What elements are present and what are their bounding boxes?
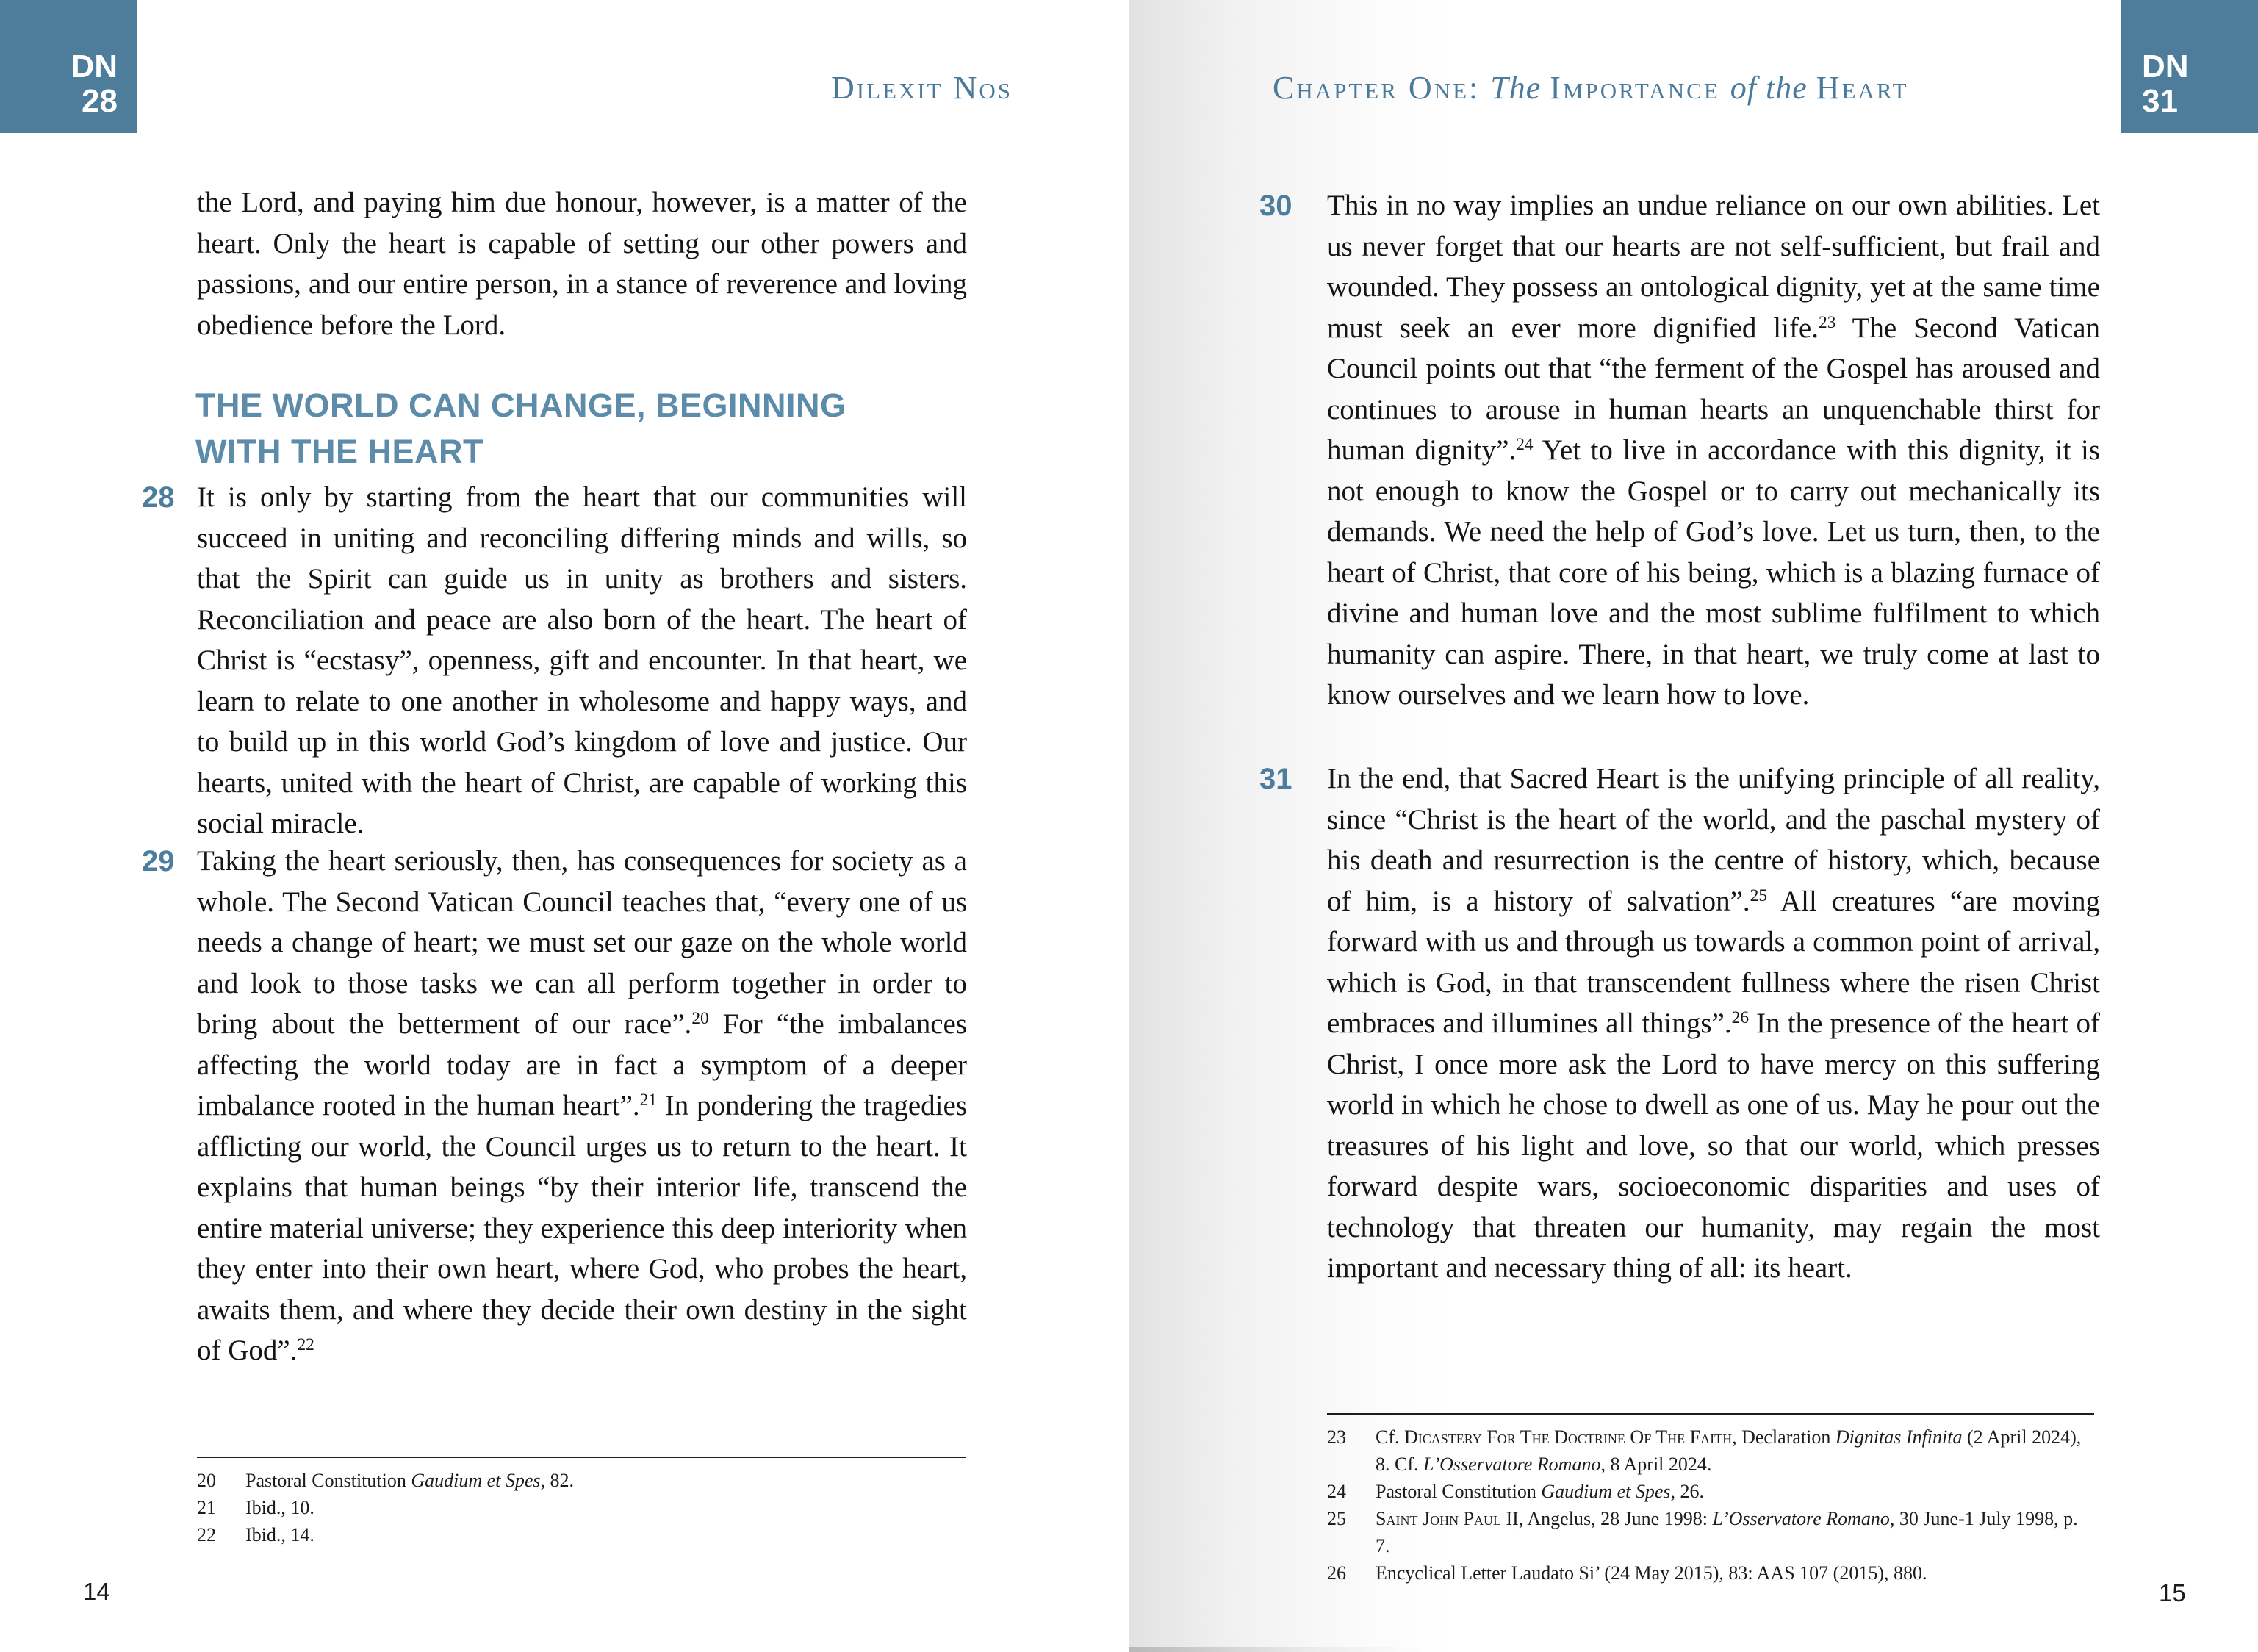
paragraph-number-29: 29 bbox=[142, 845, 175, 877]
paragraph-31-text: All creatures “are moving forward with us and through us towards a common point of arrival, which is God, in that transcendent fullness where the risen Christ embraces and illumines all things”. bbox=[1327, 885, 2101, 1039]
running-head-right: Chapter One: The Importance of the Heart bbox=[1273, 70, 1909, 106]
footnote-21: 21 Ibid., 10. bbox=[197, 1494, 967, 1521]
footnote-ref-26: 26 bbox=[1731, 1008, 1750, 1028]
footnote-number: 20 bbox=[197, 1470, 216, 1491]
thumb-tab-left bbox=[0, 0, 137, 133]
footnote-ref-21: 21 bbox=[639, 1091, 658, 1110]
footnote-20: 20 Pastoral Constitution Gaudium et Spes, 82. bbox=[197, 1467, 967, 1494]
page-number-right: 15 bbox=[2159, 1579, 2186, 1606]
footnote-rule-left bbox=[197, 1457, 966, 1458]
paragraph-30-text: The Second Vatican Council points out that “the ferment of the Gospel has aroused and continues to arouse in human hearts an unquenchable thirst for human dignity”. bbox=[1327, 312, 2101, 466]
footnote-25: 25 Saint John Paul II, Angelus, 28 June 1998: L’Osservatore Romano, 30 June-1 July 1998, p. 7. bbox=[1327, 1505, 2096, 1559]
footnote-ref-24: 24 bbox=[1516, 435, 1534, 455]
footnote-number: 22 bbox=[197, 1524, 216, 1545]
paragraph-30 bbox=[1327, 185, 2100, 716]
footnote-number: 23 bbox=[1327, 1426, 1346, 1448]
footnote-ref-25: 25 bbox=[1750, 886, 1768, 905]
tab-paragraph-number: 28 bbox=[82, 83, 118, 119]
paragraph-31-text: In the presence of the heart of Christ, I once more ask the Lord to have mercy on this suffering world in which he chose to dwell as one of us. May he pour out the treasures of his light and love, so that our world, which presses forward despite wars, socioeconomic disparities and uses of technology that threaten our humanity, may regain the most important and necessary thing of all: its heart. bbox=[1327, 1008, 2101, 1284]
section-heading-line2: WITH THE HEART bbox=[195, 433, 483, 470]
paragraph-29-text: Taking the heart seriously, then, has consequences for society as a whole. The Second Vatican Council teaches that, “every one of us needs a change of heart; we must set our gaze on the whole world and look to those tasks we can all perform together in order to bring about the betterment of our race”. bbox=[197, 845, 967, 1040]
paragraph-30-text: This in no way implies an undue reliance on our own abilities. Let us never forget that our hearts are not self-sufficient, but frail and wounded. They possess an ontological dignity, yet at the same time must seek an ever more dignified life. bbox=[1327, 190, 2100, 344]
footnote-26: 26 Encyclical Letter Laudato Si’ (24 May 2015), 83: AAS 107 (2015), 880. bbox=[1327, 1559, 2096, 1587]
tab-paragraph-number: 31 bbox=[2142, 83, 2178, 119]
footnote-ref-22: 22 bbox=[297, 1335, 314, 1355]
running-head-left: Dilexit Nos bbox=[830, 70, 1013, 106]
tab-abbr: DN bbox=[2142, 49, 2189, 85]
section-heading bbox=[195, 382, 1018, 475]
paragraph-29 bbox=[197, 841, 967, 1371]
footnotes-right bbox=[1327, 1423, 2096, 1587]
footnote-23: 23 Cf. Dicastery For The Doctrine Of The Faith, Declaration Dignitas Infinita (2 April 2024), 8. Cf. L’Osservatore Romano, 8 April 2024. bbox=[1327, 1423, 2096, 1478]
paragraph-29-text: In pondering the tragedies afflicting our world, the Council urges us to return to the heart. It explains that human beings “by their interior life, transcend the entire material universe; they experience this deep interiority when they enter into their own heart, where God, who probes the heart, awaits them, and where they decide their own destiny in the sight of God”. bbox=[197, 1090, 967, 1366]
footnote-ref-20: 20 bbox=[691, 1009, 709, 1029]
footnote-number: 25 bbox=[1327, 1508, 1346, 1529]
footnotes-left bbox=[197, 1467, 967, 1548]
page-number-left: 14 bbox=[83, 1578, 110, 1605]
paragraph-31-text: In the end, that Sacred Heart is the unifying principle of all reality, since “Christ is the heart of the world, and the paschal mystery of his death and resurrection is the centre of history, which, because of him, is a history of salvation”. bbox=[1327, 763, 2100, 917]
footnote-rule-right bbox=[1327, 1413, 2094, 1415]
footnote-number: 21 bbox=[197, 1497, 216, 1518]
footnote-number: 24 bbox=[1327, 1481, 1346, 1502]
paragraph-number-30: 30 bbox=[1259, 190, 1292, 222]
thumb-tab-right bbox=[2121, 0, 2258, 133]
right-page-bottom-shadow bbox=[1129, 1647, 1423, 1652]
paragraph-intro-continuation: the Lord, and paying him due honour, however, is a matter of the heart. Only the heart is capable of setting our other powers and passions, and our entire person, in a stance of reverence and loving obedience before the Lord. bbox=[197, 187, 967, 341]
paragraph-30-text: Yet to live in accordance with this dignity, it is not enough to know the Gospel or to carry out mechanically its demands. We need the help of God’s love. Let us turn, then, to the heart of Christ, that core of his being, which is a blazing furnace of divine and human love and the most sublime fulfilment to which humanity can aspire. There, in that heart, we truly come at last to know ourselves and we learn how to love. bbox=[1327, 434, 2100, 711]
footnote-22: 22 Ibid., 14. bbox=[197, 1521, 967, 1548]
section-heading-line1: THE WORLD CAN CHANGE, BEGINNING bbox=[195, 387, 846, 424]
footnote-24: 24 Pastoral Constitution Gaudium et Spes, 26. bbox=[1327, 1478, 2096, 1505]
paragraph-number-31: 31 bbox=[1259, 763, 1292, 795]
footnote-ref-23: 23 bbox=[1819, 312, 1836, 332]
paragraph-29-text: For “the imbalances affecting the world today are in fact a symptom of a deeper imbalance rooted in the human heart”. bbox=[197, 1008, 967, 1121]
paragraph-28: It is only by starting from the heart that our communities will succeed in uniting and reconciling differing minds and wills, so that the Spirit can guide us in unity as brothers and sisters. Reconciliation and peace are also born of the heart. The heart of Christ is “ecstasy”, openness, gift and encounter. In that heart, we learn to relate to one another in wholesome and happy ways, and to build up in this world God’s kingdom of love and justice. Our hearts, united with the heart of Christ, are capable of working this social miracle. bbox=[197, 481, 967, 839]
tab-abbr: DN bbox=[71, 49, 118, 85]
paragraph-31 bbox=[1327, 758, 2100, 1289]
footnote-number: 26 bbox=[1327, 1562, 1346, 1584]
paragraph-number-28: 28 bbox=[142, 481, 175, 514]
